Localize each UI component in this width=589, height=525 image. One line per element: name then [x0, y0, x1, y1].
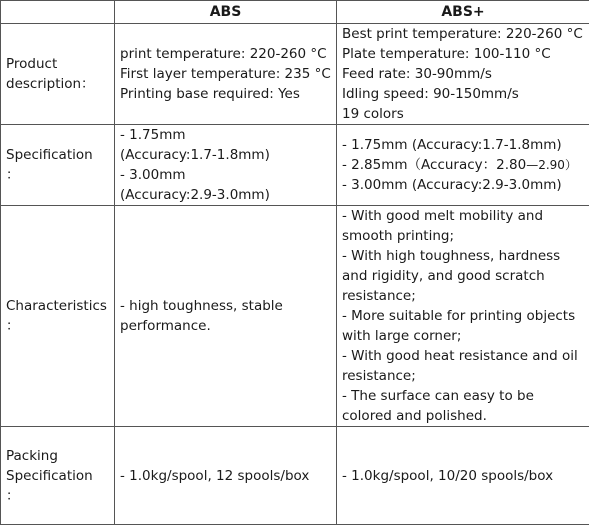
header-abs-plus: ABS+ [337, 1, 589, 24]
abs-spec-line: - 1.75mm [120, 125, 331, 145]
abs-plus-desc-line: Feed rate: 30-90mm/s [342, 64, 584, 84]
label-line: ： [6, 486, 109, 506]
label-line: ： [6, 165, 109, 185]
label-packing-specification [1, 427, 115, 525]
abs-plus-spec-main: - 2.85mm（Accuracy：2.80 [342, 157, 526, 173]
abs-plus-desc-line: Plate temperature: 100-110 °C [342, 44, 584, 64]
label-line: Characteristics [6, 296, 109, 316]
abs-plus-spec-line: - 1.75mm (Accuracy:1.7-1.8mm) [342, 135, 584, 155]
abs-desc-line: Printing base required: Yes [120, 84, 331, 104]
abs-plus-spec-small: —2.90） [526, 158, 577, 172]
abs-plus-char-item: - With good heat resistance and oil resistance; [342, 346, 584, 386]
abs-plus-char-item: - With high toughness, hardness and rigidity, and good scratch resistance; [342, 246, 584, 306]
abs-plus-specification-cell [337, 125, 589, 206]
abs-desc-line: First layer temperature: 235 °C [120, 64, 331, 84]
label-specification [1, 125, 115, 206]
abs-desc-line: print temperature: 220-260 °C [120, 44, 331, 64]
abs-spec-line: - 3.00mm [120, 165, 331, 185]
label-line: ： [6, 316, 109, 336]
abs-plus-char-item: - With good melt mobility and smooth printing; [342, 206, 584, 246]
abs-plus-char-item: - The surface can easy to be colored and polished. [342, 386, 584, 426]
abs-plus-spec-line: - 3.00mm (Accuracy:2.9-3.0mm) [342, 175, 584, 195]
abs-plus-characteristics-cell [337, 206, 589, 427]
label-characteristics [1, 206, 115, 427]
row-specification [1, 125, 589, 206]
abs-plus-desc-line: 19 colors [342, 104, 584, 124]
abs-char-text: - high toughness, stable performance. [120, 296, 331, 336]
label-line: description： [6, 74, 109, 94]
abs-plus-char-item: - More suitable for printing objects with large corner; [342, 306, 584, 346]
abs-spec-line: (Accuracy:1.7-1.8mm) [120, 145, 331, 165]
abs-plus-packing-cell [337, 427, 589, 525]
label-line: Product [6, 54, 109, 74]
label-product-description [1, 24, 115, 125]
header-row [1, 1, 589, 24]
label-line: Packing [6, 446, 109, 466]
row-product-description [1, 24, 589, 125]
abs-packing-text: - 1.0kg/spool, 12 spools/box [120, 466, 331, 486]
row-characteristics [1, 206, 589, 427]
abs-spec-line: (Accuracy:2.9-3.0mm) [120, 185, 331, 205]
abs-plus-desc-line: Idling speed: 90-150mm/s [342, 84, 584, 104]
abs-plus-desc-line: Best print temperature: 220-260 °C [342, 24, 584, 44]
header-label-cell [1, 1, 115, 24]
abs-plus-spec-line [342, 155, 584, 175]
abs-description-cell [115, 24, 337, 125]
abs-characteristics-cell [115, 206, 337, 427]
header-abs: ABS [115, 1, 337, 24]
row-packing-specification [1, 427, 589, 525]
abs-packing-cell [115, 427, 337, 525]
abs-plus-packing-text: - 1.0kg/spool, 10/20 spools/box [342, 466, 584, 486]
abs-plus-description-cell [337, 24, 589, 125]
label-line: Specification [6, 466, 109, 486]
abs-specification-cell [115, 125, 337, 206]
label-line: Specification [6, 145, 109, 165]
